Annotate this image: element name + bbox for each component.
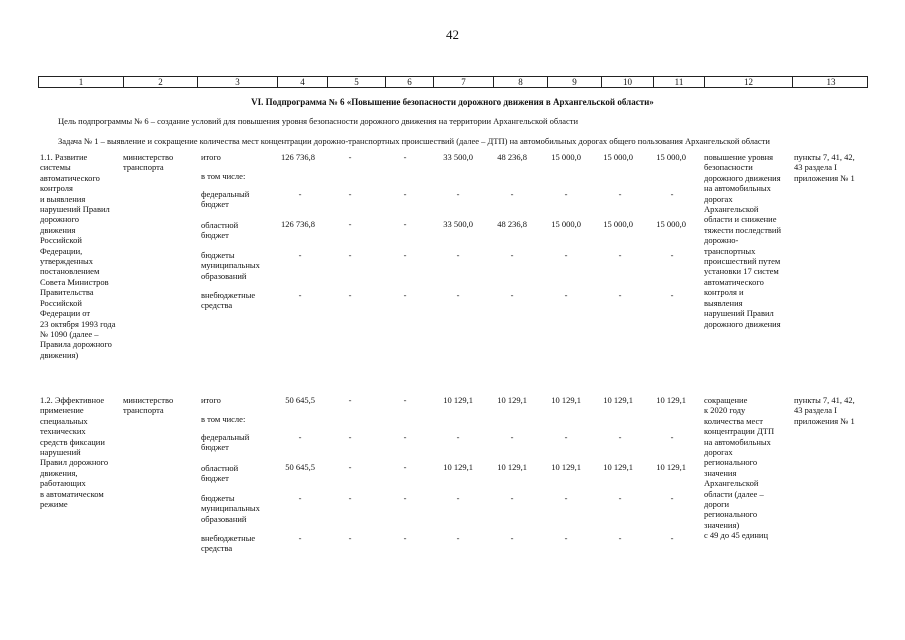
value-dash: - [403,533,407,543]
funding-source: внебюджетные средства [201,290,256,311]
value-dash: - [510,533,514,543]
value-cell: 10 129,1 [443,462,473,472]
value-cell: 126 736,8 [281,152,315,162]
funding-source: бюджеты муниципальных образований [201,493,260,524]
value-cell: 48 236,8 [497,219,527,229]
value-cell: 15 000,0 [551,219,581,229]
value-dash: - [298,533,302,543]
value-cell: 10 129,1 [603,462,633,472]
table-header-row [38,76,868,88]
value-dash: - [670,250,674,260]
value-dash: - [456,533,460,543]
header-col-12: 12 [704,77,792,87]
value-dash: - [564,290,568,300]
value-dash: - [670,189,674,199]
executor: министерство транспорта [123,152,174,173]
value-dash: - [348,152,352,162]
funding-source: областной бюджет [201,220,239,241]
executor: министерство транспорта [123,395,174,416]
value-dash: - [670,533,674,543]
header-col-7: 7 [433,77,493,87]
funding-source: федеральный бюджет [201,189,250,210]
header-col-2: 2 [123,77,197,87]
value-cell: 15 000,0 [656,219,686,229]
value-dash: - [564,533,568,543]
value-dash: - [348,395,352,405]
value-dash: - [618,189,622,199]
value-dash: - [456,493,460,503]
header-col-4: 4 [277,77,327,87]
funding-source: в том числе: [201,414,246,424]
funding-source: итого [201,152,221,162]
value-dash: - [670,290,674,300]
value-dash: - [456,250,460,260]
expected-result: повышение уровня безопасности дорожного движения на автомобильных дорогах Архангельской области и снижение тяжести последствий дорожно- транспортных происшествий путем установки 17 систем автоматического контроля и выявления нарушений Правил дорожного движения [704,152,782,329]
value-cell: 15 000,0 [603,152,633,162]
funding-source: областной бюджет [201,463,239,484]
expected-result: сокращение к 2020 году количества мест концентрации ДТП на автомобильных дорогах регионального значения Архангельской области (далее – дороги регионального значения) с 49 до 45 единиц [704,395,775,541]
value-dash: - [298,493,302,503]
value-dash: - [403,290,407,300]
value-dash: - [298,250,302,260]
indicator-link: пункты 7, 41, 42, 43 раздела I приложения № 1 [794,395,855,426]
value-dash: - [298,189,302,199]
value-dash: - [670,432,674,442]
value-dash: - [618,290,622,300]
value-dash: - [403,250,407,260]
value-cell: 10 129,1 [551,462,581,472]
value-dash: - [403,462,407,472]
value-dash: - [510,189,514,199]
header-col-8: 8 [493,77,547,87]
value-dash: - [298,432,302,442]
value-cell: 33 500,0 [443,152,473,162]
value-cell: 10 129,1 [443,395,473,405]
value-dash: - [348,533,352,543]
value-cell: 50 645,5 [285,462,315,472]
value-dash: - [618,432,622,442]
header-col-13: 13 [792,77,869,87]
goal-text: Цель подпрограммы № 6 – создание условий для повышения уровня безопасности дорожного движения на территории Архангельской области [58,116,579,126]
header-col-10: 10 [601,77,653,87]
section-title: VI. Подпрограмма № 6 «Повышение безопасности дорожного движения в Архангельской области» [251,97,654,107]
page-number: 42 [446,27,459,42]
value-cell: 10 129,1 [497,462,527,472]
funding-source: внебюджетные средства [201,533,256,554]
value-dash: - [618,250,622,260]
header-col-9: 9 [547,77,601,87]
value-dash: - [403,219,407,229]
value-cell: 15 000,0 [551,152,581,162]
value-dash: - [298,290,302,300]
value-cell: 15 000,0 [656,152,686,162]
value-dash: - [564,250,568,260]
value-cell: 48 236,8 [497,152,527,162]
value-dash: - [403,152,407,162]
value-cell: 126 736,8 [281,219,315,229]
activity-name: 1.2. Эффективное применение специальных технических средств фиксации нарушений Правил дорожного движения, работающих в автоматическом режиме [40,395,109,510]
funding-source: бюджеты муниципальных образований [201,250,260,281]
activity-name: 1.1. Развитие системы автоматического контроля и выявления нарушений Правил дорожного движения Российской Федерации, утвержденных постановлением Совета Министров Правительства Российской Федерации от 23 октября 1993 года № 1090 (далее – Правила дорожного движения) [40,152,116,360]
value-dash: - [403,432,407,442]
value-dash: - [510,290,514,300]
value-dash: - [348,250,352,260]
value-dash: - [564,493,568,503]
value-dash: - [348,290,352,300]
value-dash: - [456,189,460,199]
value-cell: 10 129,1 [656,395,686,405]
value-cell: 10 129,1 [551,395,581,405]
value-cell: 15 000,0 [603,219,633,229]
value-dash: - [670,493,674,503]
value-cell: 10 129,1 [656,462,686,472]
value-dash: - [348,462,352,472]
header-col-5: 5 [327,77,385,87]
value-cell: 10 129,1 [603,395,633,405]
value-dash: - [403,189,407,199]
header-col-3: 3 [197,77,277,87]
funding-source: в том числе: [201,171,246,181]
value-dash: - [456,432,460,442]
value-dash: - [403,395,407,405]
value-cell: 10 129,1 [497,395,527,405]
value-dash: - [564,432,568,442]
value-dash: - [510,493,514,503]
header-col-6: 6 [385,77,433,87]
value-cell: 33 500,0 [443,219,473,229]
value-dash: - [618,493,622,503]
funding-source: итого [201,395,221,405]
value-dash: - [348,189,352,199]
value-dash: - [510,250,514,260]
indicator-link: пункты 7, 41, 42, 43 раздела I приложения № 1 [794,152,855,183]
funding-source: федеральный бюджет [201,432,250,453]
value-dash: - [564,189,568,199]
header-col-11: 11 [653,77,704,87]
value-dash: - [348,219,352,229]
header-col-1: 1 [78,77,84,87]
value-dash: - [510,432,514,442]
value-dash: - [348,432,352,442]
value-dash: - [618,533,622,543]
value-dash: - [348,493,352,503]
value-cell: 50 645,5 [285,395,315,405]
task-text: Задача № 1 – выявление и сокращение количества мест концентрации дорожно-транспортных происшествий (далее – ДТП) на автомобильных дорогах общего пользования Архангельской области [58,136,770,146]
value-dash: - [403,493,407,503]
value-dash: - [456,290,460,300]
